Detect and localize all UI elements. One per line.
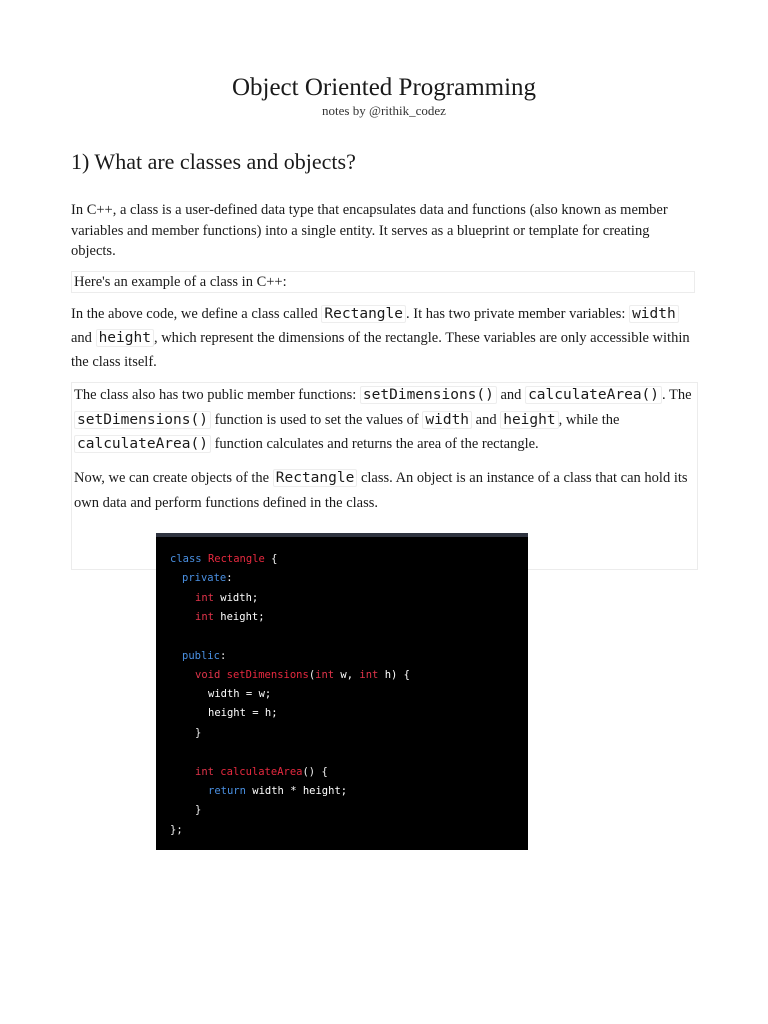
text-run: , while the (558, 411, 620, 428)
example-label: Here's an example of a class in C++: (71, 271, 695, 293)
document-subtitle: notes by @rithik_codez (322, 103, 446, 118)
code-token: int (195, 766, 214, 778)
inline-code: Rectangle (321, 305, 406, 323)
code-token: public (182, 650, 220, 662)
code-line (195, 802, 201, 818)
code-token: h) { (378, 669, 410, 681)
code-line (195, 764, 328, 780)
code-token: private (182, 572, 227, 584)
code-token: : (219, 650, 227, 662)
code-line (195, 609, 265, 625)
text-run: , which represent the dimensions of the rectangle. These variables are only accessible within the class itself. (71, 330, 690, 370)
inline-code: width (422, 411, 472, 429)
text-run: . The (662, 387, 692, 403)
code-token: int (315, 669, 335, 681)
inline-code: setDimensions() (360, 386, 497, 404)
inline-code: setDimensions() (74, 411, 211, 429)
text-run: function is used to set the values of (210, 411, 423, 428)
code-token: class (170, 553, 202, 565)
text-run: . It has two private member variables: (406, 306, 630, 322)
text-run: In the above code, we define a class called (71, 306, 322, 322)
code-token: width; (213, 592, 259, 604)
code-line (208, 686, 271, 702)
code-token: calculateArea (220, 766, 303, 778)
objects-paragraph (74, 466, 692, 515)
text-run: and (472, 411, 501, 428)
inline-code: Rectangle (273, 469, 358, 487)
inline-code: height (500, 411, 558, 429)
code-token: }; (170, 824, 183, 836)
code-screenshot (156, 533, 528, 850)
section-heading: 1) What are classes and objects? (71, 149, 356, 174)
code-token: height = h; (208, 707, 278, 719)
code-token: int (195, 592, 214, 604)
text-run: class. An object is an instance of a class that can hold its own data and perform functions defined in the class. (74, 470, 688, 511)
code-token: width * height; (245, 785, 348, 797)
code-token: w, (334, 669, 360, 681)
code-line (195, 725, 201, 741)
code-token: setDimensions (226, 669, 309, 681)
code-token: ( (308, 669, 316, 681)
code-token: width = w; (208, 688, 272, 700)
code-line (208, 705, 278, 721)
code-token: int (195, 611, 214, 623)
code-line (195, 590, 258, 606)
code-token: Rectangle (207, 553, 265, 565)
code-line (195, 667, 410, 683)
text-run: and (71, 330, 96, 346)
text-run: The class also has two public member functions: (74, 387, 360, 403)
code-token: } (195, 727, 202, 739)
code-token: void (195, 669, 221, 681)
code-line (170, 822, 183, 838)
code-line (182, 648, 226, 664)
code-token: } (195, 804, 202, 816)
code-token: height; (213, 611, 265, 623)
code-line (208, 783, 347, 799)
inline-code: calculateArea() (74, 435, 211, 453)
code-token: () { (302, 766, 328, 778)
code-line (170, 551, 278, 567)
code-token: { (264, 553, 278, 565)
text-run: and (496, 387, 526, 403)
code-line (182, 570, 233, 586)
inline-code: height (96, 329, 154, 347)
code-token: : (226, 572, 233, 584)
code-token: int (359, 669, 379, 681)
text-run: Now, we can create objects of the (74, 470, 273, 486)
document-title: Object Oriented Programming (231, 74, 537, 101)
inline-code: calculateArea() (525, 386, 662, 404)
functions-paragraph (74, 383, 692, 457)
code-token: return (208, 785, 246, 797)
class-explanation-paragraph (71, 302, 697, 374)
text-run: function calculates and returns the area of the rectangle. (210, 436, 539, 452)
intro-paragraph: In C++, a class is a user-defined data type that encapsulates data and functions (also known as member variables and member functions) into a single entity. It serves as a blueprint or template for creating objects. (71, 202, 668, 259)
inline-code: width (629, 305, 679, 323)
